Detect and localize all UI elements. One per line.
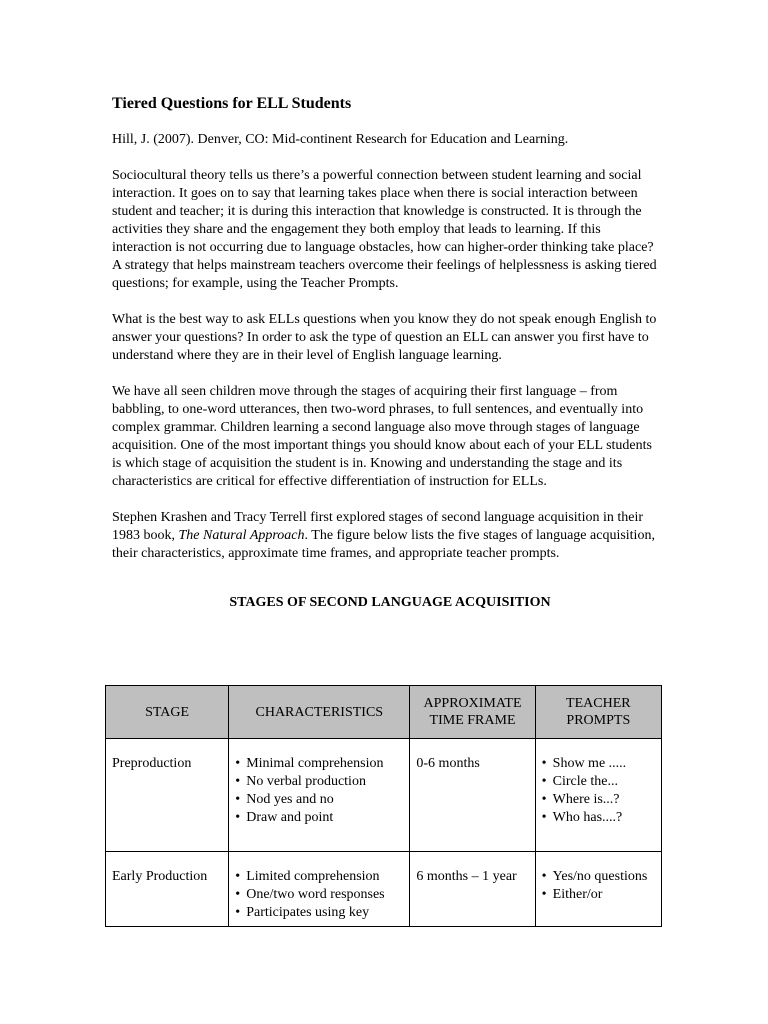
krashen-text-after: . The figure below lists the five stages of language acquisition, their characteristics, approximate time frames, and appropriate teacher prompts. (112, 528, 655, 561)
book-title: The Natural Approach (178, 528, 305, 543)
list-item: • Participates using key (235, 904, 403, 922)
prompts-list (542, 868, 655, 904)
stage-cell: Early Production (106, 852, 229, 927)
time-frame-cell: 6 months – 1 year (410, 852, 535, 927)
prompts-cell (535, 739, 661, 852)
table-header-row (106, 686, 662, 739)
document-content (112, 94, 660, 920)
table-row (106, 739, 662, 852)
table-title: STAGES OF SECOND LANGUAGE ACQUISITION (229, 595, 551, 610)
list-item: • Who has....? (542, 809, 655, 827)
citation: Hill, J. (2007). Denver, CO: Mid-continent Research for Education and Learning. (112, 132, 569, 147)
list-item: • Either/or (542, 886, 655, 904)
paragraph-best-way: What is the best way to ask ELLs questions when you know they do not speak enough English to answer your questions? In order to ask the type of question an ELL can answer you first have to understand where they are in their level of English language learning. (112, 312, 657, 363)
prompts-list (542, 755, 655, 827)
list-item: • No verbal production (235, 773, 403, 791)
header-teacher-prompts: TEACHER PROMPTS (535, 686, 661, 739)
list-item: • Limited comprehension (235, 868, 403, 886)
list-item: • Show me ..... (542, 755, 655, 773)
header-time-frame: APPROXIMATE TIME FRAME (410, 686, 535, 739)
list-item: • Yes/no questions (542, 868, 655, 886)
document-title: Tiered Questions for ELL Students (112, 95, 352, 112)
list-item: • Draw and point (235, 809, 403, 827)
characteristics-cell (229, 852, 410, 927)
characteristics-list (235, 868, 403, 922)
krashen-text-before: Stephen Krashen and Tracy Terrell first explored stages of second language acquisition in their 1983 book, (112, 510, 644, 543)
characteristics-cell (229, 739, 410, 852)
list-item: • One/two word responses (235, 886, 403, 904)
list-item: • Where is...? (542, 791, 655, 809)
header-characteristics: CHARACTERISTICS (229, 686, 410, 739)
paragraph-stages: We have all seen children move through the stages of acquiring their first language – from babbling, to one-word utterances, then two-word phrases, to full sentences, and eventually into complex grammar. Children learning a second language also move through stages of language acquisition. One of the most important things you should know about each of your ELL students is which stage of acquisition the student is in. Knowing and understanding the stage and its characteristics are critical for effective differentiation of instruction for ELLs. (112, 384, 652, 489)
time-frame-cell: 0-6 months (410, 739, 535, 852)
characteristics-list (235, 755, 403, 827)
stage-cell: Preproduction (106, 739, 229, 852)
table-row (106, 852, 662, 927)
paragraph-sociocultural: Sociocultural theory tells us there’s a powerful connection between student learning and social interaction. It goes on to say that learning takes place when there is social interaction between student and teacher; it is during this interaction that knowledge is constructed. It is through the activities they share and the engagement they both employ that leads to learning. If this interaction is not occurring due to language obstacles, how can higher-order thinking take place? A strategy that helps mainstream teachers overcome their feelings of helplessness is asking tiered questions; for example, using the Teacher Prompts. (112, 168, 657, 291)
header-stage: STAGE (106, 686, 229, 739)
list-item: • Nod yes and no (235, 791, 403, 809)
prompts-cell (535, 852, 661, 927)
stages-table (105, 685, 662, 927)
list-item: • Minimal comprehension (235, 755, 403, 773)
list-item: • Circle the... (542, 773, 655, 791)
paragraph-krashen (112, 509, 660, 563)
